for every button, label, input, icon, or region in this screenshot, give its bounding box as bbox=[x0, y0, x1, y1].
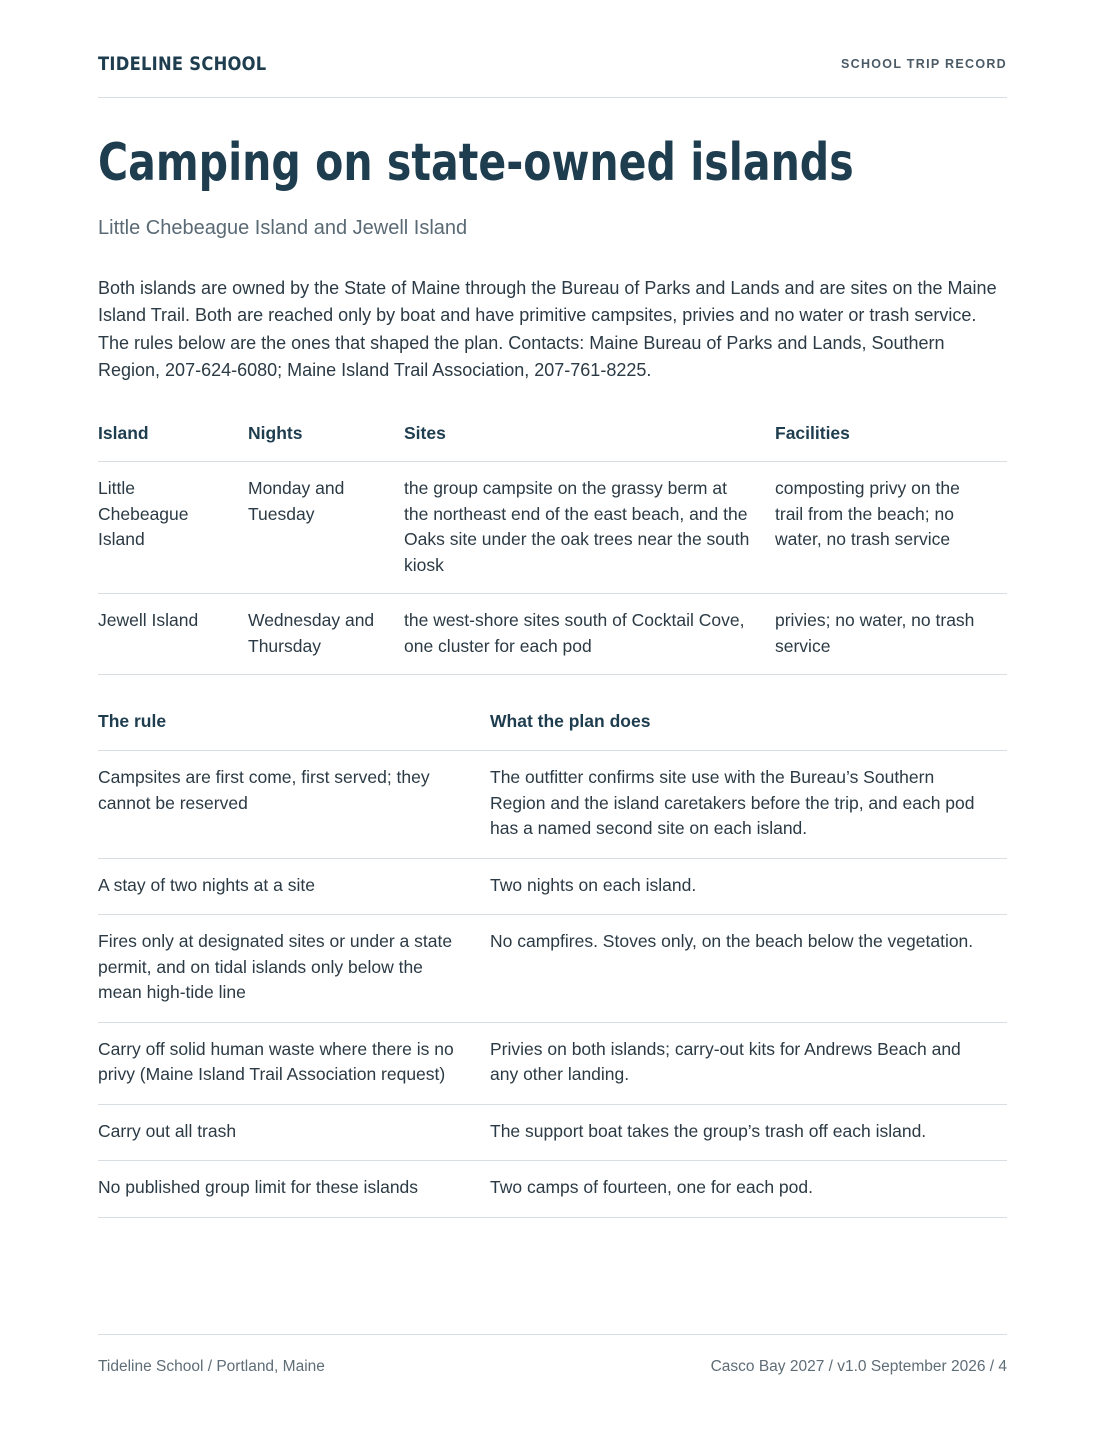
nights-cell: Monday and Tuesday bbox=[248, 462, 404, 594]
island-cell: Jewell Island bbox=[98, 594, 248, 675]
sites-cell: the west-shore sites south of Cocktail Cove, one cluster for each pod bbox=[404, 594, 775, 675]
rule-cell: A stay of two nights at a site bbox=[98, 858, 490, 915]
plan-cell: Two nights on each island. bbox=[490, 858, 1007, 915]
plan-cell: No campfires. Stoves only, on the beach below the vegetation. bbox=[490, 915, 1007, 1023]
plan-cell: The outfitter confirms site use with the Bureau’s Southern Region and the island caretakers before the trip, and each pod has a named second site on each island. bbox=[490, 751, 1007, 859]
column-header-plan: What the plan does bbox=[490, 708, 1007, 751]
page-title: Camping on state-owned islands bbox=[98, 133, 854, 193]
facilities-cell: composting privy on the trail from the beach; no water, no trash service bbox=[775, 462, 1007, 594]
rules-table bbox=[98, 708, 1007, 1218]
school-name: TIDELINE SCHOOL bbox=[98, 53, 267, 75]
rule-cell: No published group limit for these islands bbox=[98, 1161, 490, 1218]
plan-cell: Two camps of fourteen, one for each pod. bbox=[490, 1161, 1007, 1218]
islands-table bbox=[98, 420, 1007, 675]
footer-school-location: Tideline School / Portland, Maine bbox=[98, 1358, 325, 1375]
plan-cell: The support boat takes the group’s trash off each island. bbox=[490, 1104, 1007, 1161]
island-cell: Little Chebeague Island bbox=[98, 462, 248, 594]
intro-paragraph: Both islands are owned by the State of Maine through the Bureau of Parks and Lands and are sites on the Maine Island Trail. Both are reached only by boat and have primitive campsites, privies and no water or trash service. The rules below are the ones that shaped the plan. Contacts: Maine Bureau of Parks and Lands, Southern Region, 207-624-6080; Maine Island Trail Association, 207-761-8225. bbox=[98, 278, 997, 380]
document-type: SCHOOL TRIP RECORD bbox=[840, 57, 1007, 71]
footer-document-version: Casco Bay 2027 / v1.0 September 2026 / 4 bbox=[710, 1358, 1007, 1375]
rule-cell: Carry off solid human waste where there is no privy (Maine Island Trail Association request) bbox=[98, 1022, 490, 1104]
table-row bbox=[98, 915, 1007, 1023]
page-subtitle: Little Chebeague Island and Jewell Island bbox=[98, 217, 468, 239]
column-header-nights: Nights bbox=[248, 420, 404, 462]
table-row bbox=[98, 1104, 1007, 1161]
rule-cell: Fires only at designated sites or under a state permit, and on tidal islands only below the mean high-tide line bbox=[98, 915, 490, 1023]
column-header-island: Island bbox=[98, 420, 248, 462]
rule-cell: Campsites are first come, first served; they cannot be reserved bbox=[98, 751, 490, 859]
nights-cell: Wednesday and Thursday bbox=[248, 594, 404, 675]
table-row bbox=[98, 594, 1007, 675]
page-footer bbox=[98, 1334, 1007, 1385]
table-header-row bbox=[98, 420, 1007, 462]
table-row bbox=[98, 858, 1007, 915]
column-header-facilities: Facilities bbox=[775, 420, 1007, 462]
page-header bbox=[98, 50, 1007, 98]
sites-cell: the group campsite on the grassy berm at the northeast end of the east beach, and the Oaks site under the oak trees near the south kiosk bbox=[404, 462, 775, 594]
table-row bbox=[98, 462, 1007, 594]
table-row bbox=[98, 1161, 1007, 1218]
table-header-row bbox=[98, 708, 1007, 751]
facilities-cell: privies; no water, no trash service bbox=[775, 594, 1007, 675]
column-header-sites: Sites bbox=[404, 420, 775, 462]
plan-cell: Privies on both islands; carry-out kits for Andrews Beach and any other landing. bbox=[490, 1022, 1007, 1104]
table-row bbox=[98, 1022, 1007, 1104]
rule-cell: Carry out all trash bbox=[98, 1104, 490, 1161]
column-header-rule: The rule bbox=[98, 708, 490, 751]
table-row bbox=[98, 751, 1007, 859]
